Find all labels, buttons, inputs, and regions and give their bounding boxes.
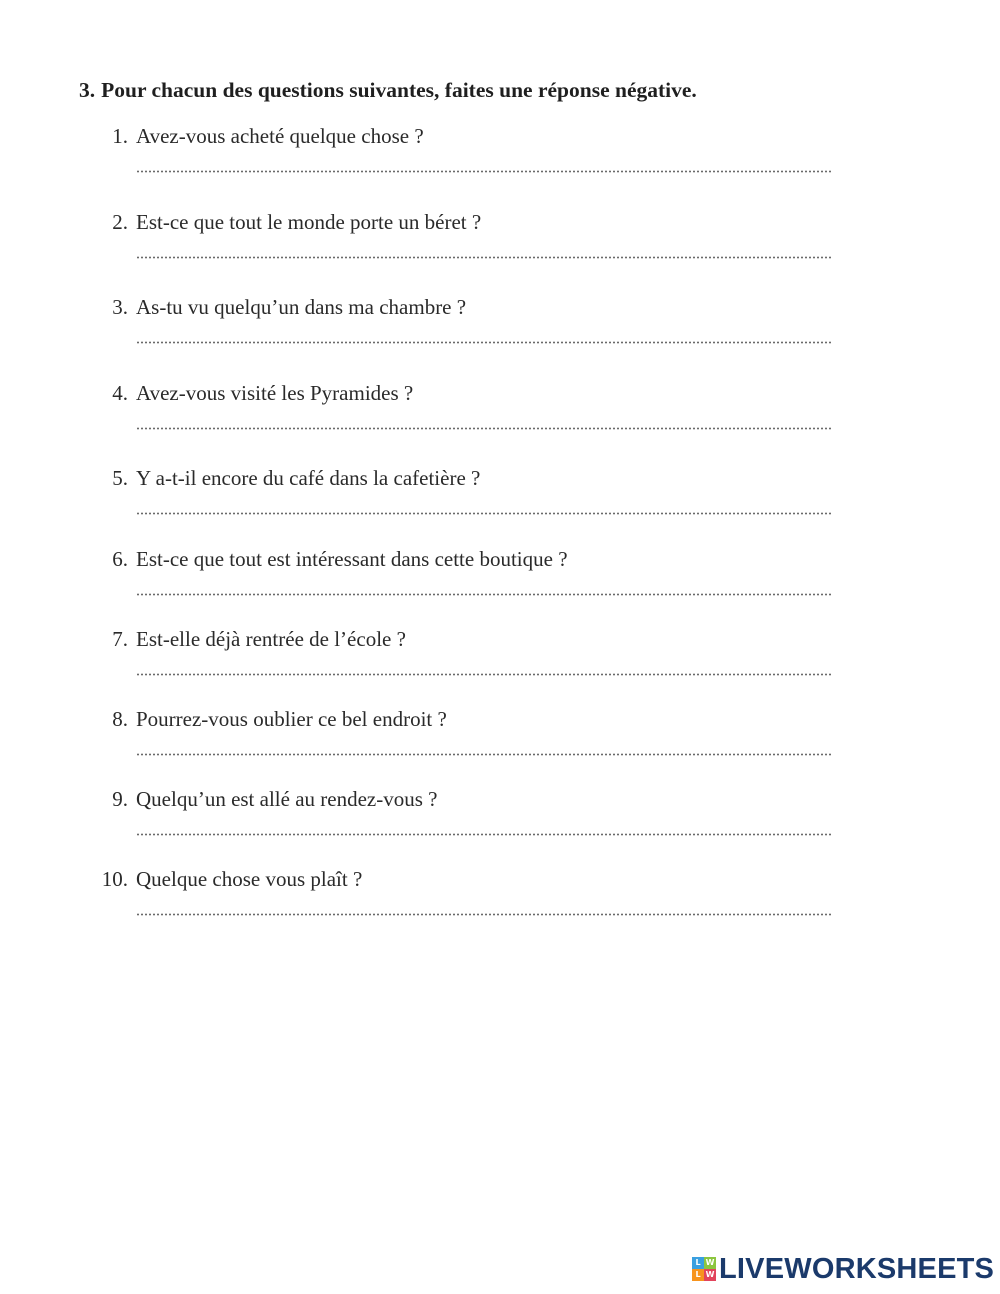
question-number: 2. (112, 210, 128, 234)
liveworksheets-logo-icon (692, 1257, 716, 1281)
exercise-instruction: Pour chacun des questions suivantes, faites une réponse négative. (101, 78, 697, 102)
logo-mark-tile: L (692, 1257, 704, 1269)
logo-wordmark: LIVEWORKSHEETS (719, 1253, 995, 1285)
question-text: Y a-t-il encore du café dans la cafetière ? (136, 466, 481, 490)
question-text: Est-elle déjà rentrée de l’école ? (136, 627, 406, 651)
question-text: Est-ce que tout le monde porte un béret ? (136, 210, 482, 234)
answer-field[interactable] (136, 341, 831, 344)
question-item (90, 867, 850, 927)
answer-field[interactable] (136, 593, 831, 596)
question-text: Est-ce que tout est intéressant dans cette boutique ? (136, 547, 568, 571)
exercise-heading (79, 78, 697, 103)
answer-field[interactable] (136, 833, 831, 836)
answer-field[interactable] (136, 427, 831, 430)
answer-field[interactable] (136, 512, 831, 515)
question-number: 1. (112, 124, 128, 148)
liveworksheets-logo (692, 1251, 994, 1287)
answer-field[interactable] (136, 673, 831, 676)
question-text: Avez-vous visité les Pyramides ? (136, 381, 414, 405)
logo-mark-tile: W (705, 1258, 715, 1267)
question-number: 10. (101, 867, 128, 891)
question-text: Quelque chose vous plaît ? (136, 867, 363, 891)
question-item (90, 787, 850, 847)
question-item (90, 210, 850, 270)
question-item (90, 295, 850, 355)
answer-field[interactable] (136, 256, 831, 259)
question-number: 4. (112, 381, 128, 405)
question-number: 6. (112, 547, 128, 571)
exercise-number: 3. (79, 78, 96, 102)
answer-field[interactable] (136, 913, 831, 916)
question-number: 7. (112, 627, 128, 651)
question-text: As-tu vu quelqu’un dans ma chambre ? (136, 295, 467, 319)
answer-field[interactable] (136, 753, 831, 756)
question-item (90, 707, 850, 767)
question-text: Avez-vous acheté quelque chose ? (136, 124, 424, 148)
logo-mark-tile: L (692, 1269, 704, 1281)
question-number: 9. (112, 787, 128, 811)
question-number: 8. (112, 707, 128, 731)
question-item (90, 466, 850, 526)
answer-field[interactable] (136, 170, 831, 173)
question-text: Pourrez-vous oublier ce bel endroit ? (136, 707, 447, 731)
question-number: 5. (112, 466, 128, 490)
question-text: Quelqu’un est allé au rendez-vous ? (136, 787, 438, 811)
question-item (90, 124, 850, 184)
question-item (90, 381, 850, 441)
question-number: 3. (112, 295, 128, 319)
logo-mark-tile: W (705, 1270, 715, 1279)
question-item (90, 627, 850, 687)
question-item (90, 547, 850, 607)
